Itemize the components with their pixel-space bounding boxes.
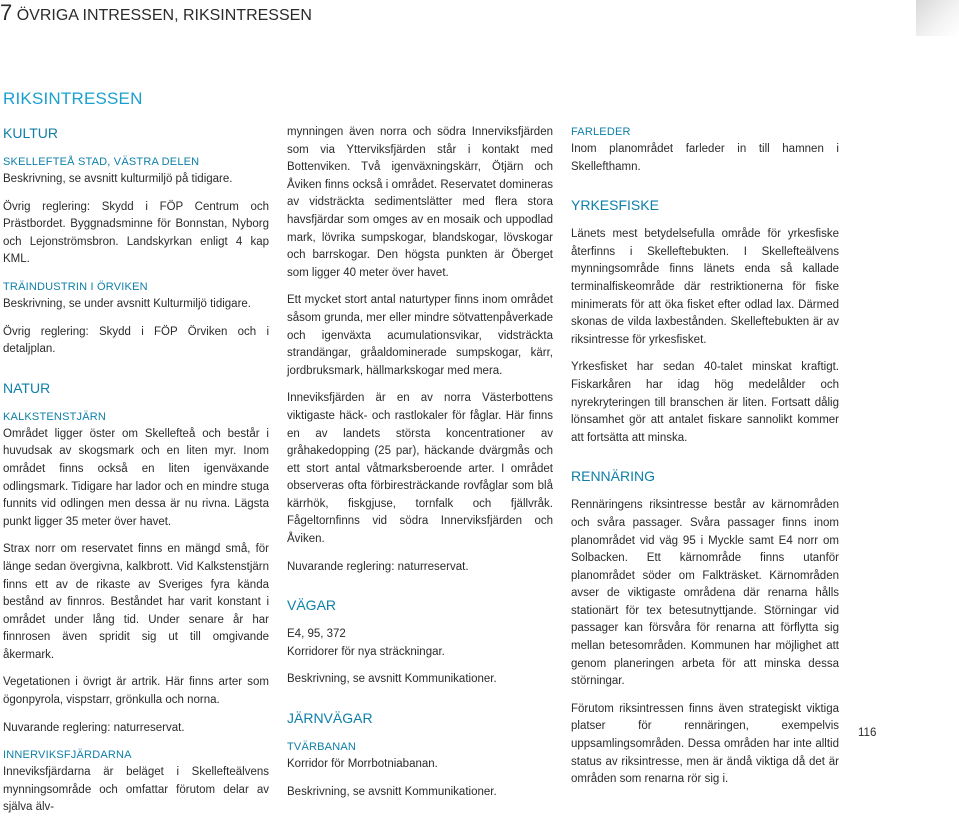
paragraph: Inneviksfjärdarna är beläget i Skellefteälvens mynningsområde och omfattar förutom delar av själva älv- xyxy=(3,766,269,814)
page-number: 116 xyxy=(858,727,877,739)
section-heading-rennaring: RENNÄRING xyxy=(571,468,656,485)
paragraph: Vegetationen i övrigt är artrik. Här finns arter som ögonpyrola, vispstarr, grönkulla och norna. xyxy=(3,676,269,707)
paragraph: Beskrivning, se avsnitt Kommunikationer. xyxy=(287,785,497,798)
paragraph: Området ligger öster om Skellefteå och består i huvudsak av skogsmark och en liten myr. Inom området finns också en liten igenväxande odlingsmark. Tidigare har lador och en mindre stuga funnits vid odlingen men dessa är nu rivna. Lägsta punkt ligger 35 meter över havet. xyxy=(3,427,269,528)
section-heading-natur: NATUR xyxy=(3,379,51,396)
paragraph: Inom planområdet farleder in till hamnen i Skellefthamn. xyxy=(571,143,839,173)
paragraph: Yrkesfisket har sedan 40-talet minskat kraftigt. Fiskarkåren har idag hög medelålder och nyrekryteringen till branschen är liten. Fortsatt dålig lönsamhet gör att antalet fiskare sannolikt kommer att fortsätta att minska. xyxy=(571,361,839,444)
paragraph: Rennäringens riksintresse består av kärnområden och svåra passager. Svåra passager finns inom planområdet vid väg 95 i Myckle samt E4 norr om Solbacken. Ett kärnområde finns utanför planområdet söder om Falkträsket. Kärnområden avser de viktigaste områdena där renarna hålls stationärt för tex betesutnyttjande. Störningar vid passager kan försvåra för renarna att förflytta sig mellan betesområden. Kommunen har möjlighet att genom planeringen arbeta för att minska dessa störningar. xyxy=(571,499,839,688)
chapter-side-tab xyxy=(916,0,959,774)
paragraph: Nuvarande reglering: naturreservat. xyxy=(287,560,469,573)
corner-decoration xyxy=(916,0,959,36)
chapter-label xyxy=(0,0,312,36)
chapter-number: 7 xyxy=(0,0,13,25)
paragraph: Övrig reglering: Skydd i FÖP Centrum och Prästbordet. Byggnadsminne för Bonnstan, Nyborg och Lejonströmsbron. Landskyrkan enligt 4 kap KML. xyxy=(3,200,269,266)
subheading-farleder: FARLEDER xyxy=(571,126,631,138)
paragraph: E4, 95, 372 xyxy=(287,628,346,641)
paragraph: Korridorer för nya sträckningar. xyxy=(287,645,445,658)
paragraph: Förutom riksintressen finns även strategiskt viktiga platser för rennäringen, exempelvis uppsamlingsområden. Dessa områden har inte alltid status av riksintresse, men är ändå viktiga då det är områden som renarna rör sig i. xyxy=(571,702,839,786)
subheading-kalkstenstjarn: KALKSTENSTJÄRN xyxy=(3,410,107,423)
paragraph: Beskrivning, se avsnitt Kommunikationer. xyxy=(287,673,497,686)
paragraph: Korridor för Morrbotniabanan. xyxy=(287,758,438,771)
section-heading-yrkesfiske: YRKESFISKE xyxy=(571,197,659,214)
paragraph: Beskrivning, se avsnitt kulturmiljö på tidigare. xyxy=(3,173,233,185)
paragraph: Övrig reglering: Skydd i FÖP Örviken och i detaljplan. xyxy=(3,325,269,356)
paragraph: Strax norr om reservatet finns en mängd små, för länge sedan övergivna, kalkbrott. Vid Kalkstenstjärn finns ett av de rikaste av Sveriges fyra kända bestånd av finnros. Beståndet har varit konstant i området under lång tid. Under senare år har finnrosen även spridit sig ut till omgivande åkermark. xyxy=(3,543,269,661)
paragraph: mynningen även norra och södra Innerviksfjärden som via Ytterviksfjärden står i kontakt med Bottenviken. Två igenväxningskärr, Ötjärn och Åviken finns också i området. Reservatet domineras av vidsträckta sedimentslätter med flera stora havsfjärdar som omges av en mosaik och uppodlad mark, lövrika sumpskogar, blandskogar, lövskogar och barrskogar. Den högsta punkten är Öberget som ligger 40 meter över havet. xyxy=(287,126,553,279)
subheading-skelleftea-stad: SKELLEFTEÅ STAD, VÄSTRA DELEN xyxy=(3,156,200,168)
section-heading-kultur: KULTUR xyxy=(3,125,58,141)
page-title: RIKSINTRESSEN xyxy=(3,89,143,108)
section-heading-vagar: VÄGAR xyxy=(287,597,337,614)
paragraph: Inneviksfjärden är en av norra Västerbottens viktigaste häck- och rastlokaler för fåglar. Här finns en av landets största koncentrationer av gråhakedopping (25 par), häckande dvärgmås och ett stort antal våtmarksberoende arter. I området observeras ofta förbiresträckande rovfåglar som blå kärrhök, fiskgjuse, tornfalk och fjällvråk. Fågeltornfinns vid södra Innerviksfjärden och Åviken. xyxy=(287,392,553,546)
subheading-traindustrin: TRÄINDUSTRIN I ÖRVIKEN xyxy=(3,280,148,293)
paragraph: Ett mycket stort antal naturtyper finns inom området såsom grunda, mer eller mindre sötvattenpåverkade och igenväxta acumulationsvikar, vidsträckta strandängar, gråaldominerade sumpskogar, kärr, jordbruksmark, hällmarkskogar med mera. xyxy=(287,294,553,377)
column-3 xyxy=(571,124,839,799)
paragraph: Nuvarande reglering: naturreservat. xyxy=(3,721,185,734)
column-1 xyxy=(3,124,269,817)
subheading-tvarbanan: TVÄRBANAN xyxy=(287,741,357,754)
column-2 xyxy=(287,124,553,811)
section-heading-jarnvagar: JÄRNVÄGAR xyxy=(287,710,373,727)
subheading-innerviksfjardarna: INNERVIKSFJÄRDARNA xyxy=(3,749,132,762)
paragraph: Beskrivning, se under avsnitt Kulturmiljö tidigare. xyxy=(3,297,252,310)
chapter-title: ÖVRIGA INTRESSEN, RIKSINTRESSEN xyxy=(16,7,312,24)
paragraph: Länets mest betydelsefulla område för yrkesfiske återfinns i Skelleftebukten. I Skellefteälvens mynningsområde finns länets enda så kallade terminalfiskeområde där restriktionerna för fiske minimerats för att öka fisket efter odlad lax. Därmed skonas de vilda laxbestånden. Skelleftebukten är av riksintresse för yrkesfisket. xyxy=(571,228,839,346)
